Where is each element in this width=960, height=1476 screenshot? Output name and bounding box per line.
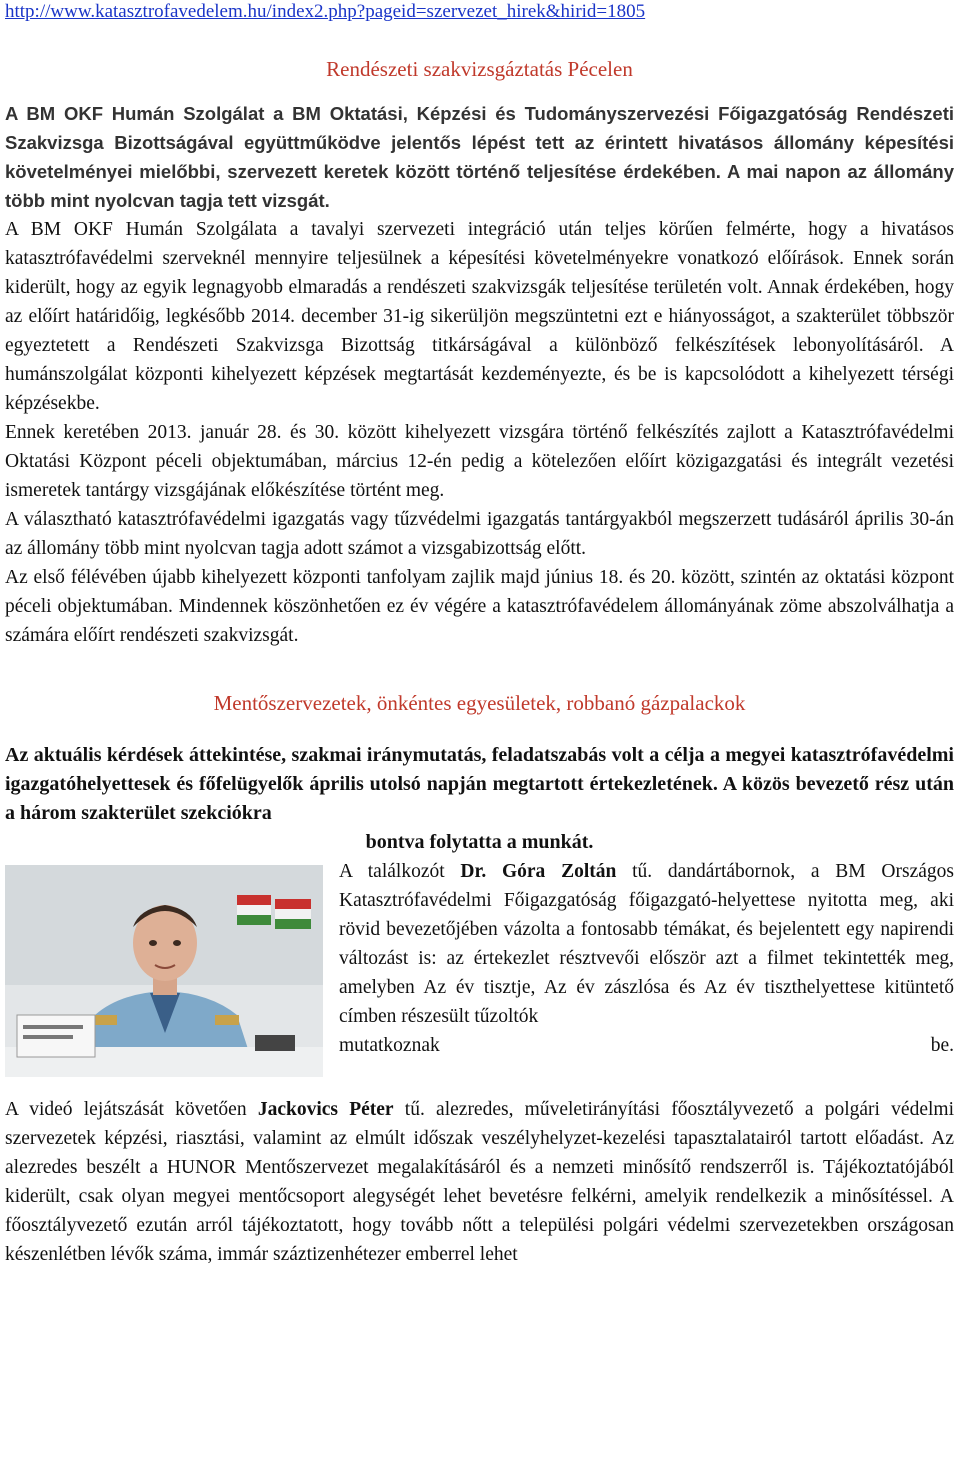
fig-text-post: tű. dandártábornok, a BM Országos Katasztrófavédelmi Főigazgatóság főigazgató-helyettese nyitotta meg, aki rövid bevezetőjében vázolta a fontosabb témákat, és bejelentett egy napirendi változást is: az értekezlet résztvevői először azt a filmet tekintették meg, amelyben Az év tisztje, Az év zászlósa és Az év tiszthelyettese kitüntető címben részesült tűzoltók [339,861,954,1027]
article1-paragraph-1: A BM OKF Humán Szolgálata a tavalyi szervezeti integráció után teljes körűen felmérte, hogy a hivatásos katasztrófavédelmi szerveknél mennyire teljesülnek a képesítési követelményekre vonatkozó előírások. Ennek során kiderült, hogy az egyik legnagyobb elmaradás a rendészeti szakvizsgák teljesítése területén volt. Annak érdekében, hogy az előírt határidőig, legkésőbb 2014. december 31-ig sikerüljön megszüntetni ezt e hiányosságot, a szakterület többször egyeztetett a Rendészeti Szakvizsga Bizottság titkárságával a különböző felkészítések lebonyolításáról. A humánszolgálat központi kihelyezett képzések megtartását kezdeményezte, és be is kapcsolódott a kihelyezett térségi képzésekbe. [5,219,954,414]
p-pre: A videó lejátszását követően [5,1099,258,1120]
article1-paragraph-2: Ennek keretében 2013. január 28. és 30. között kihelyezett vizsgára történő felkészítés zajlott a Katasztrófavédelmi Oktatási Központ péceli objektumában, március 12-én pedig a kötelezően előírt közigazgatási és integrált vezetési ismeretek tantárgy vizsgájának előkészítése történt meg. [5,422,954,501]
source-url-link[interactable]: http://www.katasztrofavedelem.hu/index2.php?pageid=szervezet_hirek&hirid=1805 [5,1,646,22]
fig-text-last-line: mutatkoznak be. [339,1035,954,1056]
figure-row [5,857,954,1077]
article1-paragraph-3: A választható katasztrófavédelmi igazgatás vagy tűzvédelmi igazgatás tantárgyakból megszerzett tudásáról április 30-án az állomány több mint nyolcvan tagja adott számot a vizsgabizottság előtt. [5,509,954,559]
speaker-name-gora: Dr. Góra Zoltán [460,861,617,882]
article1-lead: A BM OKF Humán Szolgálat a BM Oktatási, Képzési és Tudományszervezési Főigazgatóság Rendészeti Szakvizsga Bizottságával együttműködve jelentős lépést tett az érintett hivatásos állomány képesítési követelményei mielőbbi, szervezett keretek között történő teljesítése érdekében. A mai napon az állomány több mint nyolcvan tagja tett vizsgát. [5,103,954,211]
article2-lead-last-line: bontva folytatta a munkát. [365,831,594,853]
officer-photo [5,865,323,1077]
fig-text-pre: A találkozót [339,861,461,882]
article2-title: Mentőszervezetek, önkéntes egyesületek, robbanó gázpalackok [213,691,746,715]
speaker-name-jackovics: Jackovics Péter [257,1099,394,1120]
article1-paragraph-4: Az első félévében újabb kihelyezett központi tanfolyam zajlik majd június 18. és 20. között, szintén az oktatási központ péceli objektumában. Mindennek köszönhetően ez év végére a katasztrófavédelem állományának zöme abszolválhatja a számára előírt rendészeti szakvizsgát. [5,567,954,646]
article2-paragraph-1 [5,1095,954,1269]
spacer [5,1077,954,1095]
article1-title: Rendészeti szakvizsgáztatás Pécelen [326,57,633,81]
figure-caption-text [339,857,954,1077]
p-post: tű. alezredes, műveletirányítási főosztályvezető a polgári védelmi szervezetek képzési, riasztási, valamint az elmúlt időszak veszélyhelyzet-kezelési tapasztalatairól tartott előadást. Az alezredes beszélt a HUNOR Mentőszervezet megalakításáról és a nemzeti minősítő rendszerről is. Tájékoztatójából kiderült, csak olyan megyei mentőcsoport alegységét lehet bevetésre felkérni, amelyik rendelkezik a minősítéssel. A főosztályvezető ezután arról tájékoztatott, hogy tovább nőtt a települési polgári védelmi szervezetekben országosan készenlétben lévők száma, immár száztizenhétezer emberrel lehet [5,1099,954,1265]
article2-lead-text: Az aktuális kérdések áttekintése, szakmai iránymutatás, feladatszabás volt a célja a megyei katasztrófavédelmi igazgatóhelyettesek és főfelügyelők április utolsó napján megtartott értekezletének. A közös bevezető rész után a három szakterület szekciókra [5,744,954,824]
article2-lead [5,741,954,857]
